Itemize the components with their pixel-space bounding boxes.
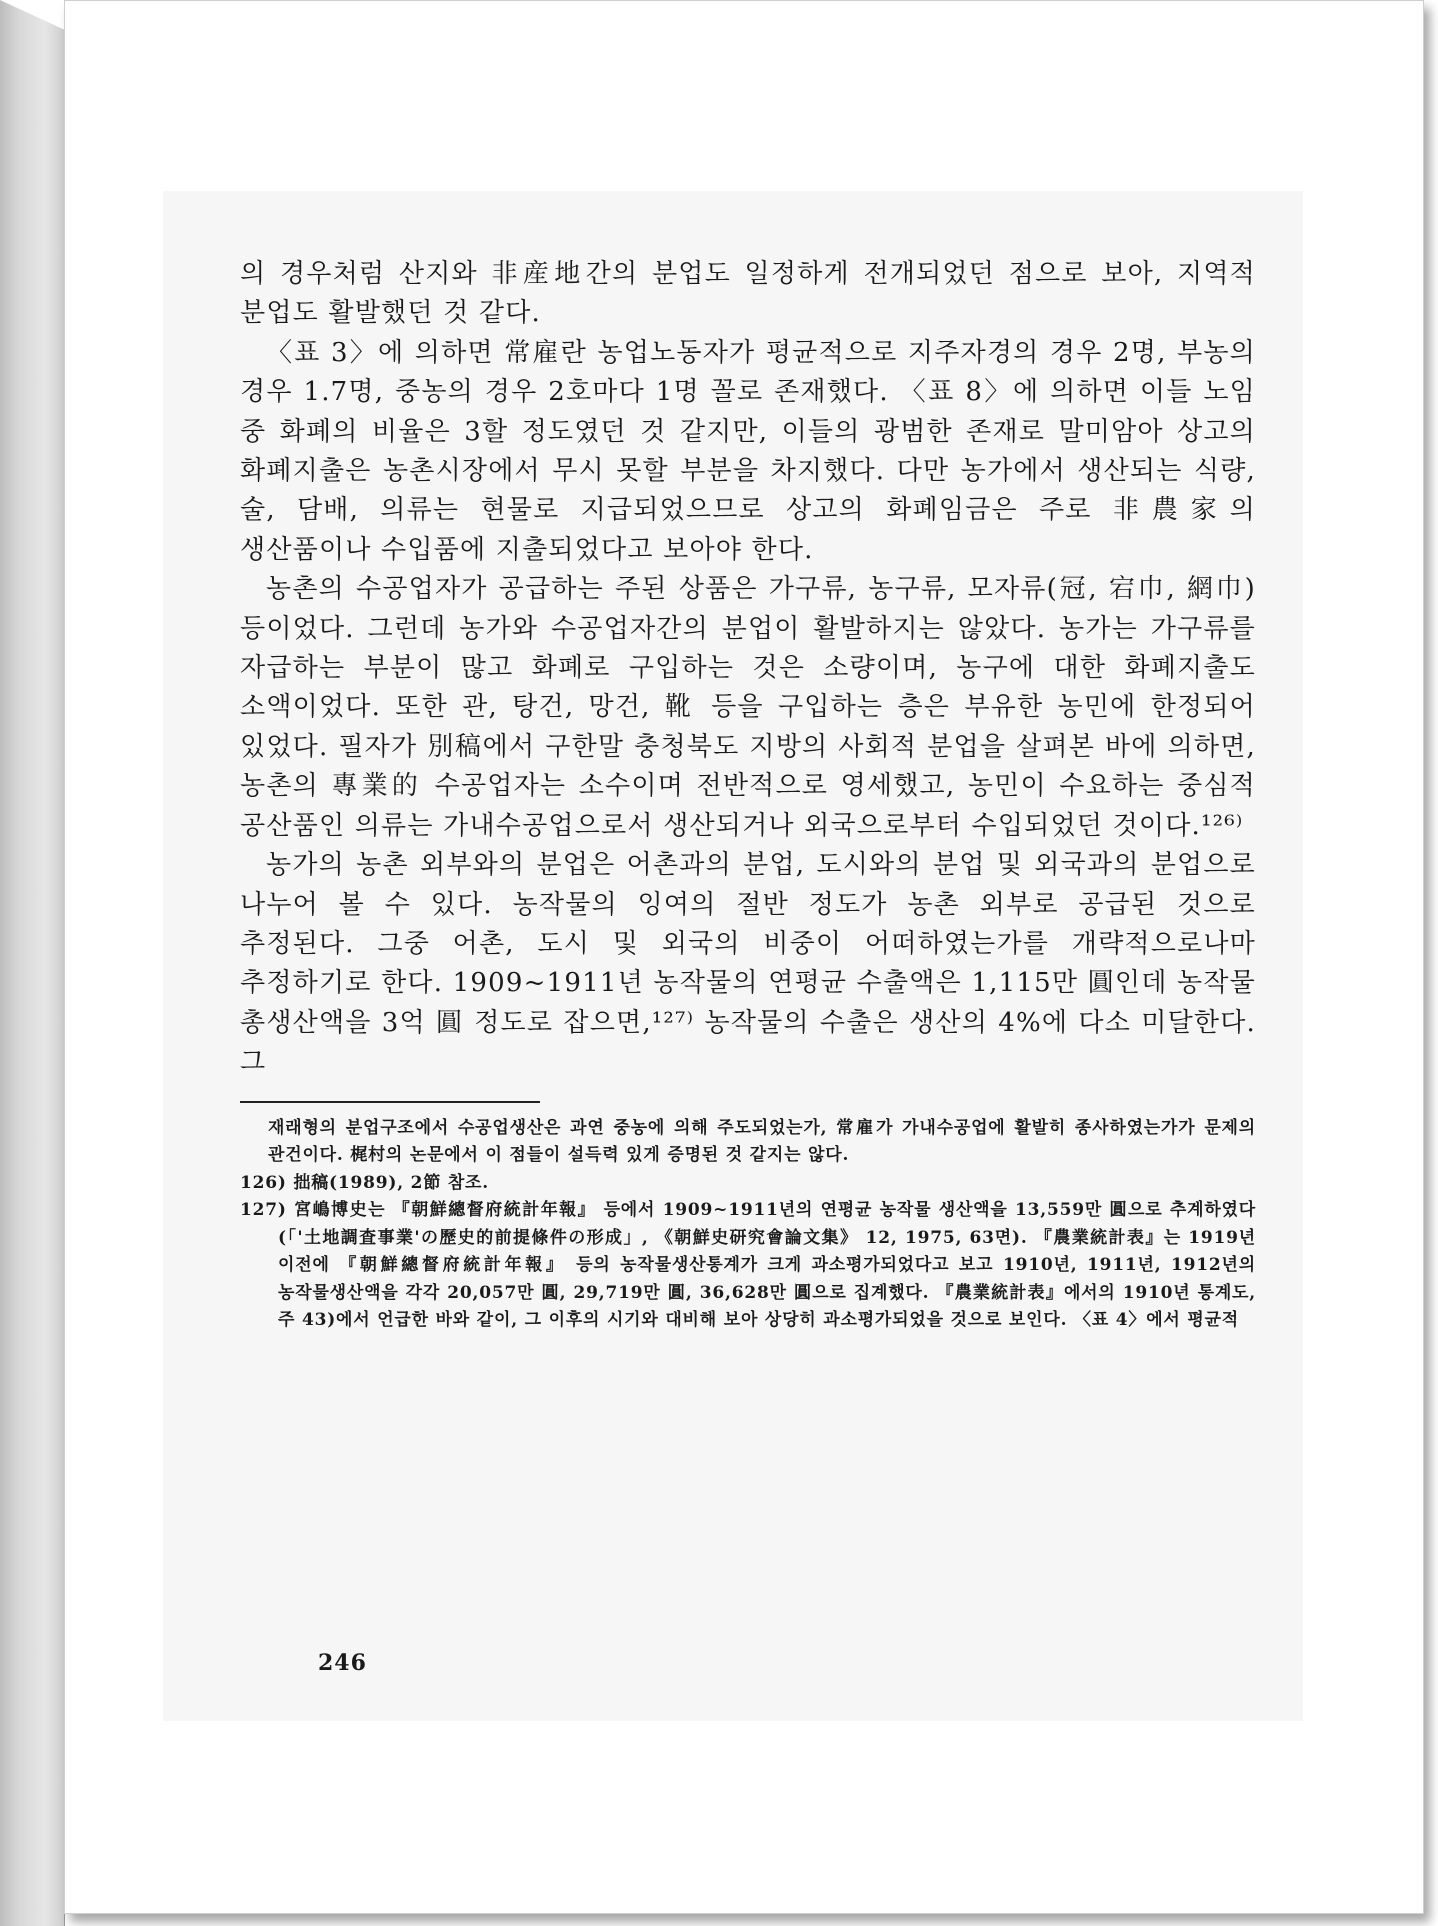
paragraph-2: 〈표 3〉에 의하면 常雇란 농업노동자가 평균적으로 지주자경의 경우 2명, 부농의 경우 1.7명, 중농의 경우 2호마다 1명 꼴로 존재했다. 〈표 8〉에 의하면 이들 노임 중 화폐의 비율은 3할 정도였던 것 같지만, 이들의 광범한 존재로 말미암아 상고의 화폐지출은 농촌시장에서 무시 못할 부분을 차지했다. 다만 농가에서 생산되는 식량, 술, 담배, 의류는 현물로 지급되었으므로 상고의 화폐임금은 주로 非農家의 생산품이나 수입품에 지출되었다고 보아야 한다. <box>240 337 1256 565</box>
footnote-divider <box>240 1101 540 1103</box>
footnotes <box>240 1115 1256 1335</box>
page-content <box>240 255 1256 1335</box>
page-number: 246 <box>318 1650 367 1676</box>
footnote-127: 127) 宮嶋博史는 『朝鮮總督府統計年報』 등에서 1909~1911년의 연평균 농작물 생산액을 13,559만 圓으로 추계하였다(「'土地調査事業'の歷史的前提條件の形成」, 《朝鮮史研究會論文集》 12, 1975, 63면). 『農業統計表』는 1919년 이전에 『朝鮮總督府統計年報』 등의 농작물생산통계가 크게 과소평가되었다고 보고 1910년, 1911년, 1912년의 농작물생산액을 각각 20,057만 圓, 29,719만 圓, 36,628만 圓으로 집계했다. 『農業統計表』에서의 1910년 통계도, 주 43)에서 언급한 바와 같이, 그 이후의 시기와 대비해 보아 상당히 과소평가되었을 것으로 보인다. 〈표 4〉에서 평균적 <box>240 1200 1256 1331</box>
book-spine <box>0 0 65 1926</box>
paragraph-3: 농촌의 수공업자가 공급하는 주된 상품은 가구류, 농구류, 모자류(冠, 宕巾, 網巾) 등이었다. 그런데 농가와 수공업자간의 분업이 활발하지는 않았다. 농가는 가구류를 자급하는 부분이 많고 화폐로 구입하는 것은 소량이며, 농구에 대한 화폐지출도 소액이었다. 또한 관, 탕건, 망건, 靴 등을 구입하는 층은 부유한 농민에 한정되어 있었다. 필자가 別稿에서 구한말 충청북도 지방의 사회적 분업을 살펴본 바에 의하면, 농촌의 專業的 수공업자는 소수이며 전반적으로 영세했고, 농민이 수요하는 중심적 공산품인 의류는 가내수공업으로서 생산되거나 외국으로부터 수입되었던 것이다.¹²⁶⁾ <box>240 574 1256 841</box>
footnote-126: 126) 拙稿(1989), 2節 참조. <box>240 1172 489 1193</box>
paragraph-1: 의 경우처럼 산지와 非産地간의 분업도 일정하게 전개되었던 점으로 보아, 지역적 분업도 활발했던 것 같다. <box>240 259 1256 329</box>
footnote-continuation: 재래형의 분업구조에서 수공업생산은 과연 중농에 의해 주도되었는가, 常雇가 가내수공업에 활발히 종사하였는가가 문제의 관건이다. 梶村의 논문에서 이 점들이 설득력 있게 증명된 것 같지는 않다. <box>268 1117 1256 1166</box>
body-text <box>240 255 1256 1083</box>
paragraph-4: 농가의 농촌 외부와의 분업은 어촌과의 분업, 도시와의 분업 및 외국과의 분업으로 나누어 볼 수 있다. 농작물의 잉여의 절반 정도가 농촌 외부로 공급된 것으로 추정된다. 그중 어촌, 도시 및 외국의 비중이 어떠하였는가를 개략적으로나마 추정하기로 한다. 1909~1911년 농작물의 연평균 수출액은 1,115만 圓인데 농작물 총생산액을 3억 圓 정도로 잡으면,¹²⁷⁾ 농작물의 수출은 생산의 4%에 다소 미달한다. 그 <box>240 850 1256 1078</box>
